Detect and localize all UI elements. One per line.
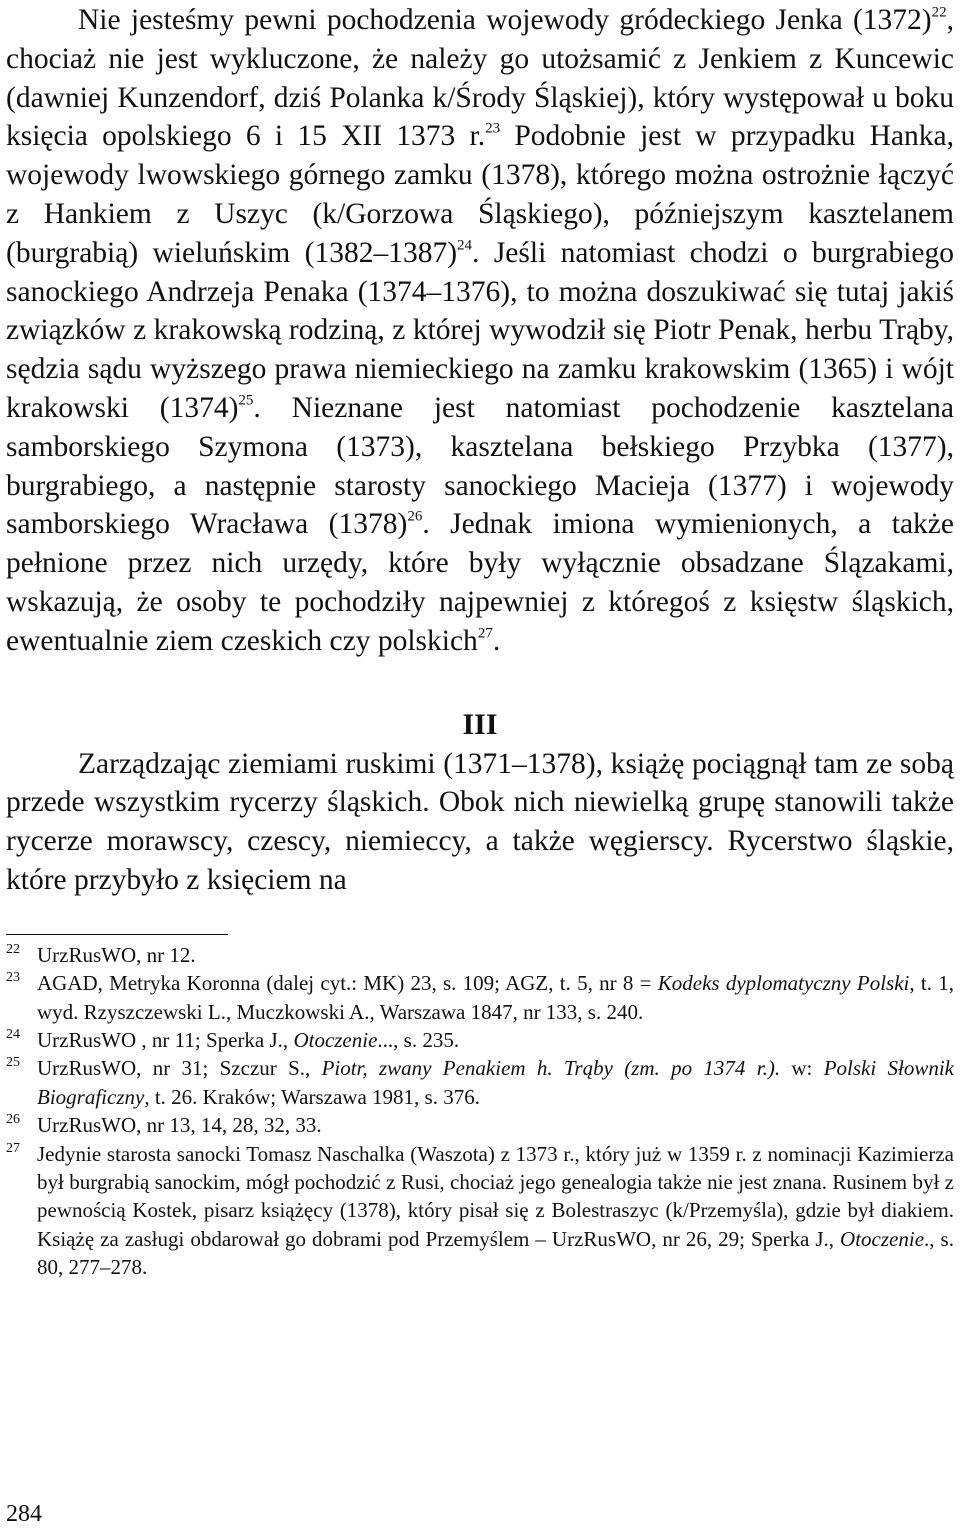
page-number: 284 (6, 1501, 42, 1527)
paragraph-2: Zarządzając ziemiami ruskimi (1371–1378), książę pociągnął tam ze sobą przede wszystkim rycerzy śląskich. Obok nich niewielką grupę stanowili także rycerze morawscy, czescy, niemieccy, a także węgierscy. Rycerstwo śląskie, które przybyło z księciem na (6, 747, 954, 896)
footnote-number: 24 (6, 1026, 20, 1042)
footnote-23: 23 AGAD, Metryka Koronna (dalej cyt.: MK) 23, s. 109; AGZ, t. 5, nr 8 = Kodeks dyplomatyczny Polski, t. 1, wyd. Rzyszczewski L., Muczkowski A., Warszawa 1847, nr 133, s. 240. (6, 969, 954, 1026)
footnotes (6, 941, 954, 1282)
footnote-ref-22: 22 (931, 4, 947, 21)
footnote-number: 26 (6, 1112, 20, 1128)
section-heading: III (462, 707, 498, 741)
main-text (6, 0, 954, 900)
footnote-ref-26: 26 (407, 508, 423, 525)
footnote-26: 26 UrzRusWO, nr 13, 14, 28, 32, 33. (6, 1111, 954, 1139)
footnote-ref-27: 27 (477, 625, 493, 641)
footnote-number: 22 (6, 941, 20, 957)
footnote-22: 22 UrzRusWO, nr 12. (6, 941, 954, 969)
footnote-number: 27 (6, 1140, 20, 1156)
footnote-ref-23: 23 (485, 120, 501, 137)
footnote-25: 25 UrzRusWO, nr 31; Szczur S., Piotr, zwany Penakiem h. Trąby (zm. po 1374 r.). w: Polski Słownik Biograficzny, t. 26. Kraków; Warszawa 1981, s. 376. (6, 1054, 954, 1111)
footnote-separator (6, 934, 228, 935)
footnote-24: 24 UrzRusWO , nr 11; Sperka J., Otoczenie..., s. 235. (6, 1026, 954, 1054)
footnote-ref-25: 25 (238, 392, 254, 409)
footnote-number: 25 (6, 1055, 20, 1071)
page (6, 0, 954, 1282)
footnote-27: 27 Jedynie starosta sanocki Tomasz Naschalka (Waszota) z 1373 r., który już w 1359 r. z nominacji Kazimierza był burgrabią sanockim, mógł pochodzić z Rusi, chociaż jego genealogia także nie jest znana. Rusinem był z pewnością Kostek, pisarz książęcy (1378), który pisał się z Bolestraszyc (k/Przemyśla), gdzie był diakiem. Książę za zasługi obdarował go dobrami pod Przemyślem – UrzRusWO, nr 26, 29; Sperka J., Otoczenie., s. 80, 277–278. (6, 1140, 954, 1282)
paragraph-1: Nie jesteśmy pewni pochodzenia wojewody gródeckiego Jenka (1372)$^{22}$, chociaż nie jest wykluczone, że należy go utożsamić z Jenkiem z Kuncewic (dawniej Kunzendorf, dziś Polanka k/Środy Śląskiej), który występował u boku księcia opolskiego 6 i 15 XII 1373 r.$^{23}$ Podobnie jest w przypadku Hanka, wojewody lwowskiego górnego zamku (1378), którego można ostrożnie łączyć z Hankiem z Uszyc (k/Gorzowa Śląskiego), późniejszym kasztelanem (burgrabią) wieluńskim (1382–1387)$^{24}$. Jeśli natomiast chodzi o burgrabiego sanockiego Andrzeja Penaka (1374–1376), to można doszukiwać się tutaj jakiś związków z krakowską rodziną, z której wywodził się Piotr Penak, herbu Trąby, sędzia sądu wyższego prawa niemieckiego na zamku krakowskim (1365) i wójt krakowski (1374)$^{25}$. Nieznane jest natomiast pochodzenie kasztelana samborskiego Szymona (1373), kasztelana bełskiego Przybka (1377), burgrabiego, a następnie starosty sanockiego Macieja (1377) i wojewody samborskiego Wracława (1378)$^{26}$. Jednak imiona wymienionych, a także pełnione przez nich urzędy, które były wyłącznie obsadzane Ślązakami, wskazują, że osoby te pochodziły najpewniej z któregoś z księstw śląskich, ewentualnie ziem czeskich czy polskich$^{27}$. (6, 4, 955, 657)
footnote-ref-24: 24 (457, 237, 473, 254)
footnote-number: 23 (6, 970, 20, 986)
